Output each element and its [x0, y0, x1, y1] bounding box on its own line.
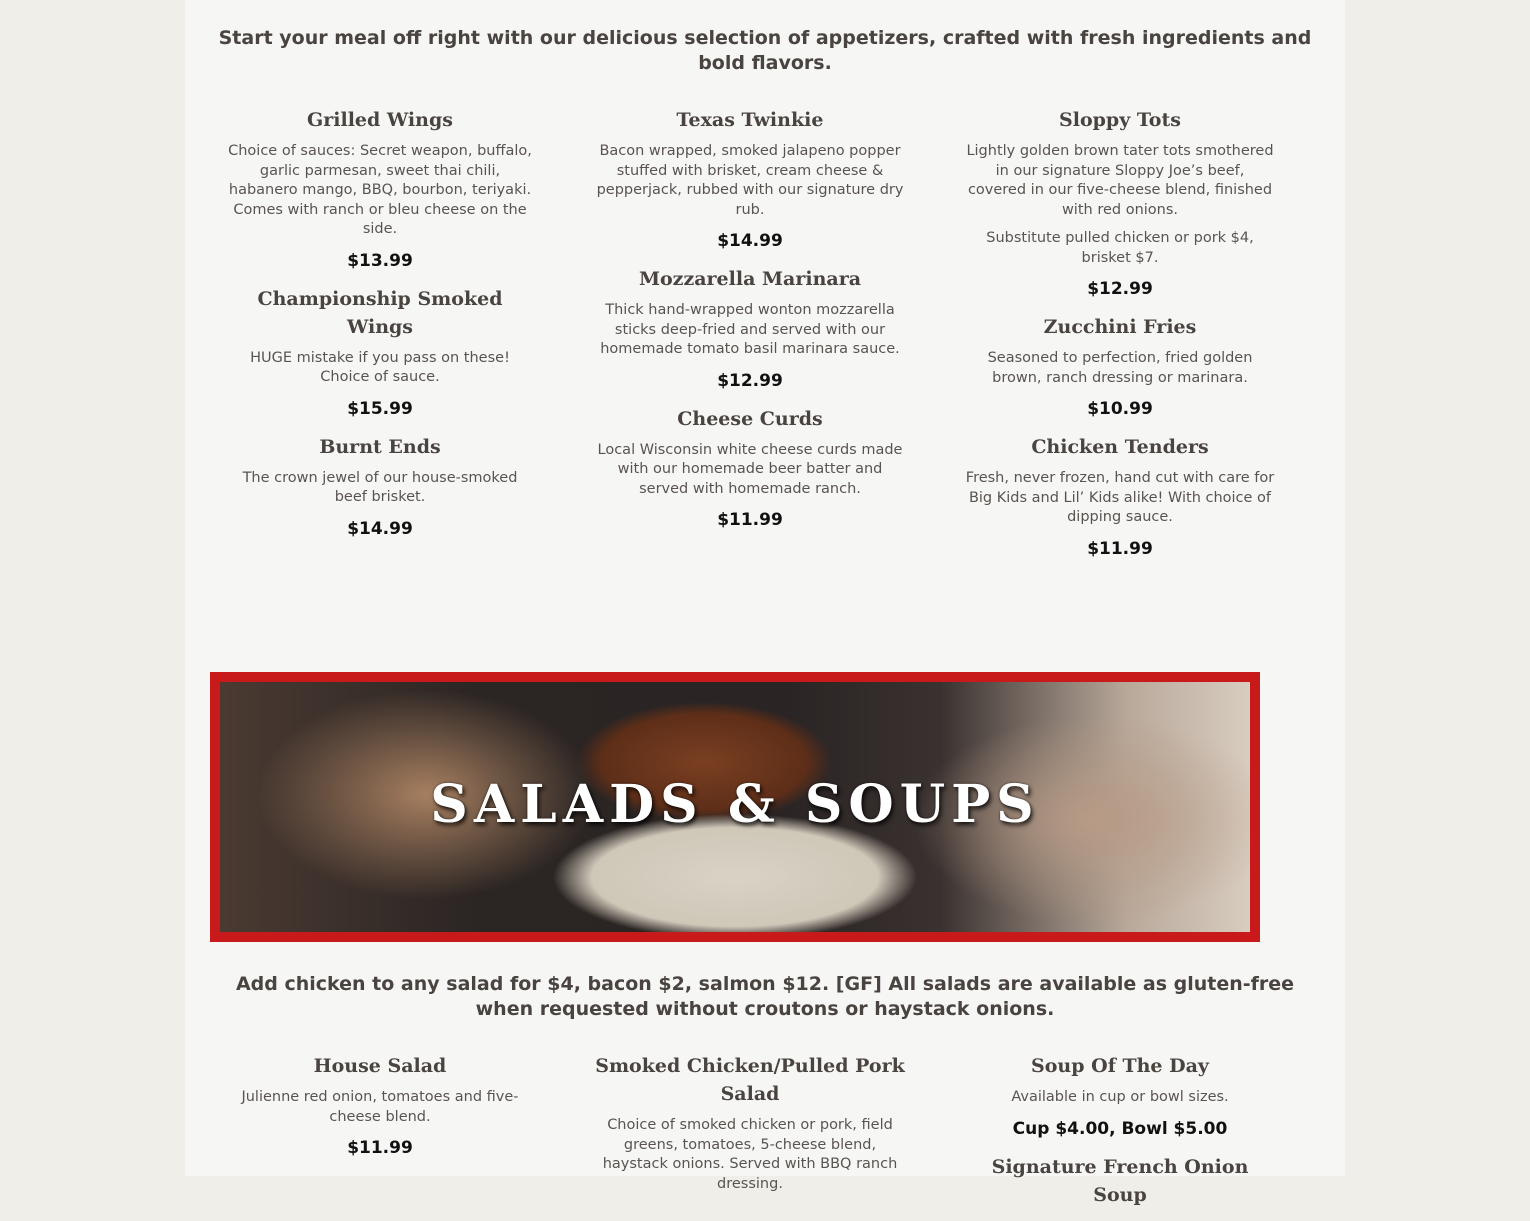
menu-item-name: House Salad: [313, 1055, 447, 1077]
menu-item-name: Soup Of The Day: [1031, 1055, 1209, 1077]
menu-item-description: Choice of smoked chicken or pork, field greens, tomatoes, 5-cheese blend, haystack onions. Served with BBQ ranch dressing.: [602, 1117, 898, 1192]
appetizers-column-1: [225, 106, 535, 553]
menu-item-name: Grilled Wings: [307, 109, 453, 131]
menu-item-name: Texas Twinkie: [676, 109, 824, 131]
menu-item: [595, 106, 905, 253]
menu-item: [965, 106, 1275, 301]
menu-item: [225, 106, 535, 273]
menu-item-name: Burnt Ends: [319, 435, 441, 458]
soup-bowl-photo: [220, 682, 1250, 932]
menu-item: [595, 405, 905, 533]
menu-item-description: Local Wisconsin white cheese curds made with our homemade beer batter and served with homemade ranch.: [597, 441, 903, 497]
menu-item-price: $10.99: [1087, 399, 1153, 419]
menu-item-description: HUGE mistake if you pass on these! Choice of sauce.: [250, 349, 510, 385]
salads-column-1: [225, 1052, 535, 1172]
menu-item-price: $12.99: [717, 370, 783, 391]
menu-item-price: $14.99: [347, 518, 413, 539]
menu-item-price: $11.99: [1087, 538, 1153, 559]
menu-page: [185, 0, 1345, 1206]
menu-item-price: Cup $4.00, Bowl $5.00: [1012, 1118, 1228, 1139]
appetizers-intro: Start your meal off right with our delicious selection of appetizers, crafted with fresh ingredients and bold flavors.: [218, 27, 1312, 74]
menu-item: [225, 1052, 535, 1160]
menu-item-name: Cheese Curds: [677, 407, 823, 430]
menu-item-description: The crown jewel of our house-smoked beef brisket.: [242, 469, 518, 505]
menu-item-name: Championship Smoked Wings: [257, 287, 503, 338]
menu-item-name: Zucchini Fries: [1043, 316, 1197, 338]
menu-item: [225, 433, 535, 541]
menu-item-description: Bacon wrapped, smoked jalapeno popper stuffed with brisket, cream cheese & pepperjack, rubbed with our signature dry rub.: [596, 143, 904, 218]
menu-item: [965, 433, 1275, 561]
menu-item-description: Fresh, never frozen, hand cut with care for Big Kids and Lil’ Kids alike! With choice of dipping sauce.: [965, 470, 1275, 525]
menu-item-price: $11.99: [717, 510, 783, 530]
menu-item-name: Smoked Chicken/Pulled Pork Salad: [595, 1055, 905, 1105]
menu-item-name: Chicken Tenders: [1031, 436, 1209, 458]
menu-item-description: Thick hand-wrapped wonton mozzarella sticks deep-fried and served with our homemade tomato basil marinara sauce.: [600, 302, 900, 357]
menu-item: [965, 1153, 1275, 1209]
menu-item-price: $13.99: [347, 250, 413, 271]
menu-item-description: Choice of sauces: Secret weapon, buffalo, garlic parmesan, sweet thai chili, habanero mango, BBQ, bourbon, teriyaki. Comes with ranch or bleu cheese on the side.: [228, 143, 532, 237]
menu-item-name: Signature French Onion Soup: [991, 1155, 1249, 1206]
appetizers-column-2: [595, 106, 905, 544]
menu-item: [225, 285, 535, 421]
salads-soups-banner: [210, 672, 1260, 942]
menu-item-description: Available in cup or bowl sizes.: [1011, 1089, 1229, 1105]
menu-item-name: Sloppy Tots: [1059, 109, 1181, 131]
salads-intro: Add chicken to any salad for $4, bacon $2, salmon $12. [GF] All salads are available as gluten-free when requested without croutons or haystack onions.: [235, 973, 1295, 1020]
menu-item-note: Substitute pulled chicken or pork $4, brisket $7.: [986, 230, 1254, 266]
menu-item: [965, 313, 1275, 421]
menu-item-description: Seasoned to perfection, fried golden brown, ranch dressing or marinara.: [987, 350, 1253, 386]
menu-item: [595, 265, 905, 393]
menu-item-price: $12.99: [1087, 279, 1153, 299]
menu-item: [965, 1052, 1275, 1141]
appetizers-column-3: [965, 106, 1275, 573]
menu-item-price: $14.99: [717, 231, 783, 251]
menu-item-name: Mozzarella Marinara: [638, 268, 862, 290]
salads-column-2: [595, 1052, 905, 1206]
menu-item-description: Julienne red onion, tomatoes and five-cheese blend.: [241, 1089, 519, 1125]
banner-title: SALADS & SOUPS: [430, 774, 1040, 835]
menu-item-price: $11.99: [347, 1138, 413, 1158]
menu-item-description: Lightly golden brown tater tots smothered in our signature Sloppy Joe’s beef, covered in our five-cheese blend, finished with red onions.: [966, 143, 1274, 218]
menu-item: [595, 1052, 905, 1194]
salads-column-3: [965, 1052, 1275, 1221]
menu-item-price: $15.99: [347, 398, 413, 419]
